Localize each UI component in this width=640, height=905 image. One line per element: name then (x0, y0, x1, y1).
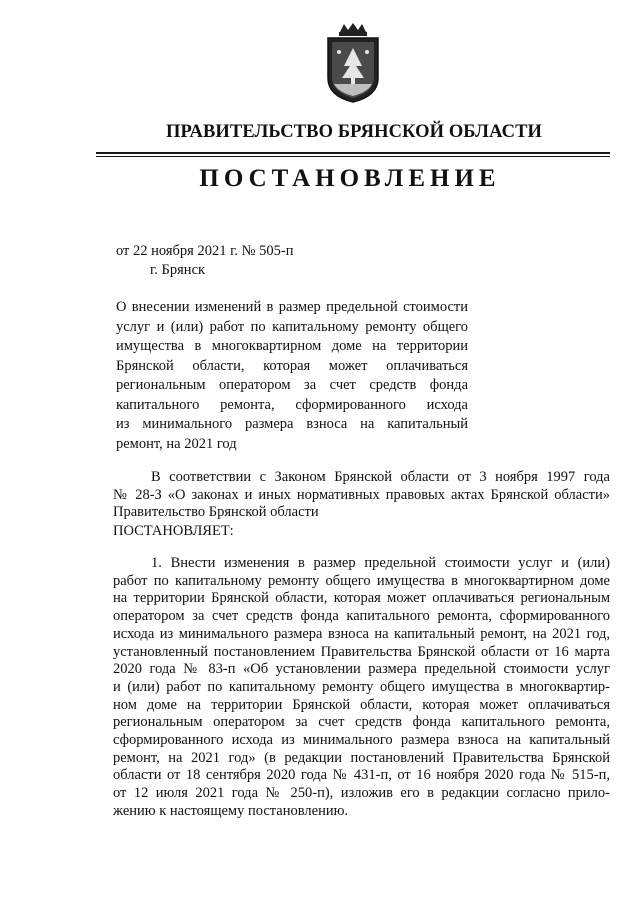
item-1-line: установленный постановлением Правительства Брянской области от 16 марта (113, 643, 610, 660)
date-and-number: от 22 ноября 2021 г. № 505-п (116, 243, 294, 259)
item-1-line: исхода из минимального размера взноса на капитальный ремонт, на 2021 год, (113, 625, 610, 642)
decree-word: ПОСТАНОВЛЯЕТ: (113, 523, 234, 539)
coat-of-arms-emblem (322, 22, 384, 104)
item-1-line: ремонт, на 2021 год» (в редакции постановлений Правительства Брянской (113, 749, 610, 766)
preamble-paragraph (113, 469, 610, 522)
item-1-line: 2020 года № 83-п «Об установлении размера предельной стоимости услуг (113, 661, 610, 678)
item-1-line: 1. Внести изменения в размер предельной стоимости услуг и (или) (151, 555, 610, 571)
organization-title: ПРАВИТЕЛЬСТВО БРЯНСКОЙ ОБЛАСТИ (165, 122, 542, 142)
preamble-line: Правительство Брянской области (113, 504, 319, 521)
subject-line: имущества в многоквартирном доме на территории (116, 338, 468, 354)
subject-line: Брянской области, которая может оплачиваться (116, 357, 468, 374)
item-1-line: на территории Брянской области, которая может оплачиваться региональным (113, 590, 610, 607)
document-type-title: ПОСТАНОВЛЕНИЕ (199, 165, 501, 192)
header-rule-thick (96, 152, 610, 154)
item-1-line: жению к настоящему постановлению. (113, 802, 349, 819)
item-1-line: и (или) работ по капитальному ремонту общего имущества в многоквартир- (113, 678, 610, 695)
item-1-line: от 12 июля 2021 года № 250-п), изложив его в редакции согласно прило- (113, 785, 610, 802)
item-1-line: работ по капитальному ремонту общего имущества в многоквартирном доме (113, 572, 610, 589)
subject-line: О внесении изменений в размер предельной стоимости (116, 299, 468, 315)
city: г. Брянск (150, 262, 206, 278)
item-1-paragraph (113, 555, 610, 821)
header-rule-thin (96, 156, 610, 157)
subject-line: из минимального размера взноса на капитальный (116, 416, 468, 432)
preamble-line: № 28-З «О законах и иных нормативных правовых актах Брянской области» (113, 486, 610, 503)
item-1-line: области от 18 сентября 2020 года № 431-п, от 16 ноября 2020 года № 515-п, (113, 767, 610, 784)
subject-line: региональным оператором за счет средств фонда (116, 377, 468, 393)
item-1-line: региональным оператором за счет средств фонда капитального ремонта, (113, 714, 610, 731)
document-subject (116, 298, 468, 454)
item-1-line: сформированного исхода из минимального размера взноса на капитальный (113, 732, 610, 749)
preamble-line: В соответствии с Законом Брянской области от 3 ноября 1997 года (151, 469, 610, 485)
item-1-line: ном доме на территории Брянской области, которая может оплачиваться (113, 696, 610, 713)
subject-line: капитального ремонта, сформированного исхода (116, 396, 468, 413)
item-1-line: оператором за счет средств фонда капитального ремонта, сформированного (113, 608, 610, 625)
subject-line: ремонт, на 2021 год (116, 435, 237, 452)
subject-line: услуг и (или) работ по капитальному ремонту общего (116, 318, 468, 335)
